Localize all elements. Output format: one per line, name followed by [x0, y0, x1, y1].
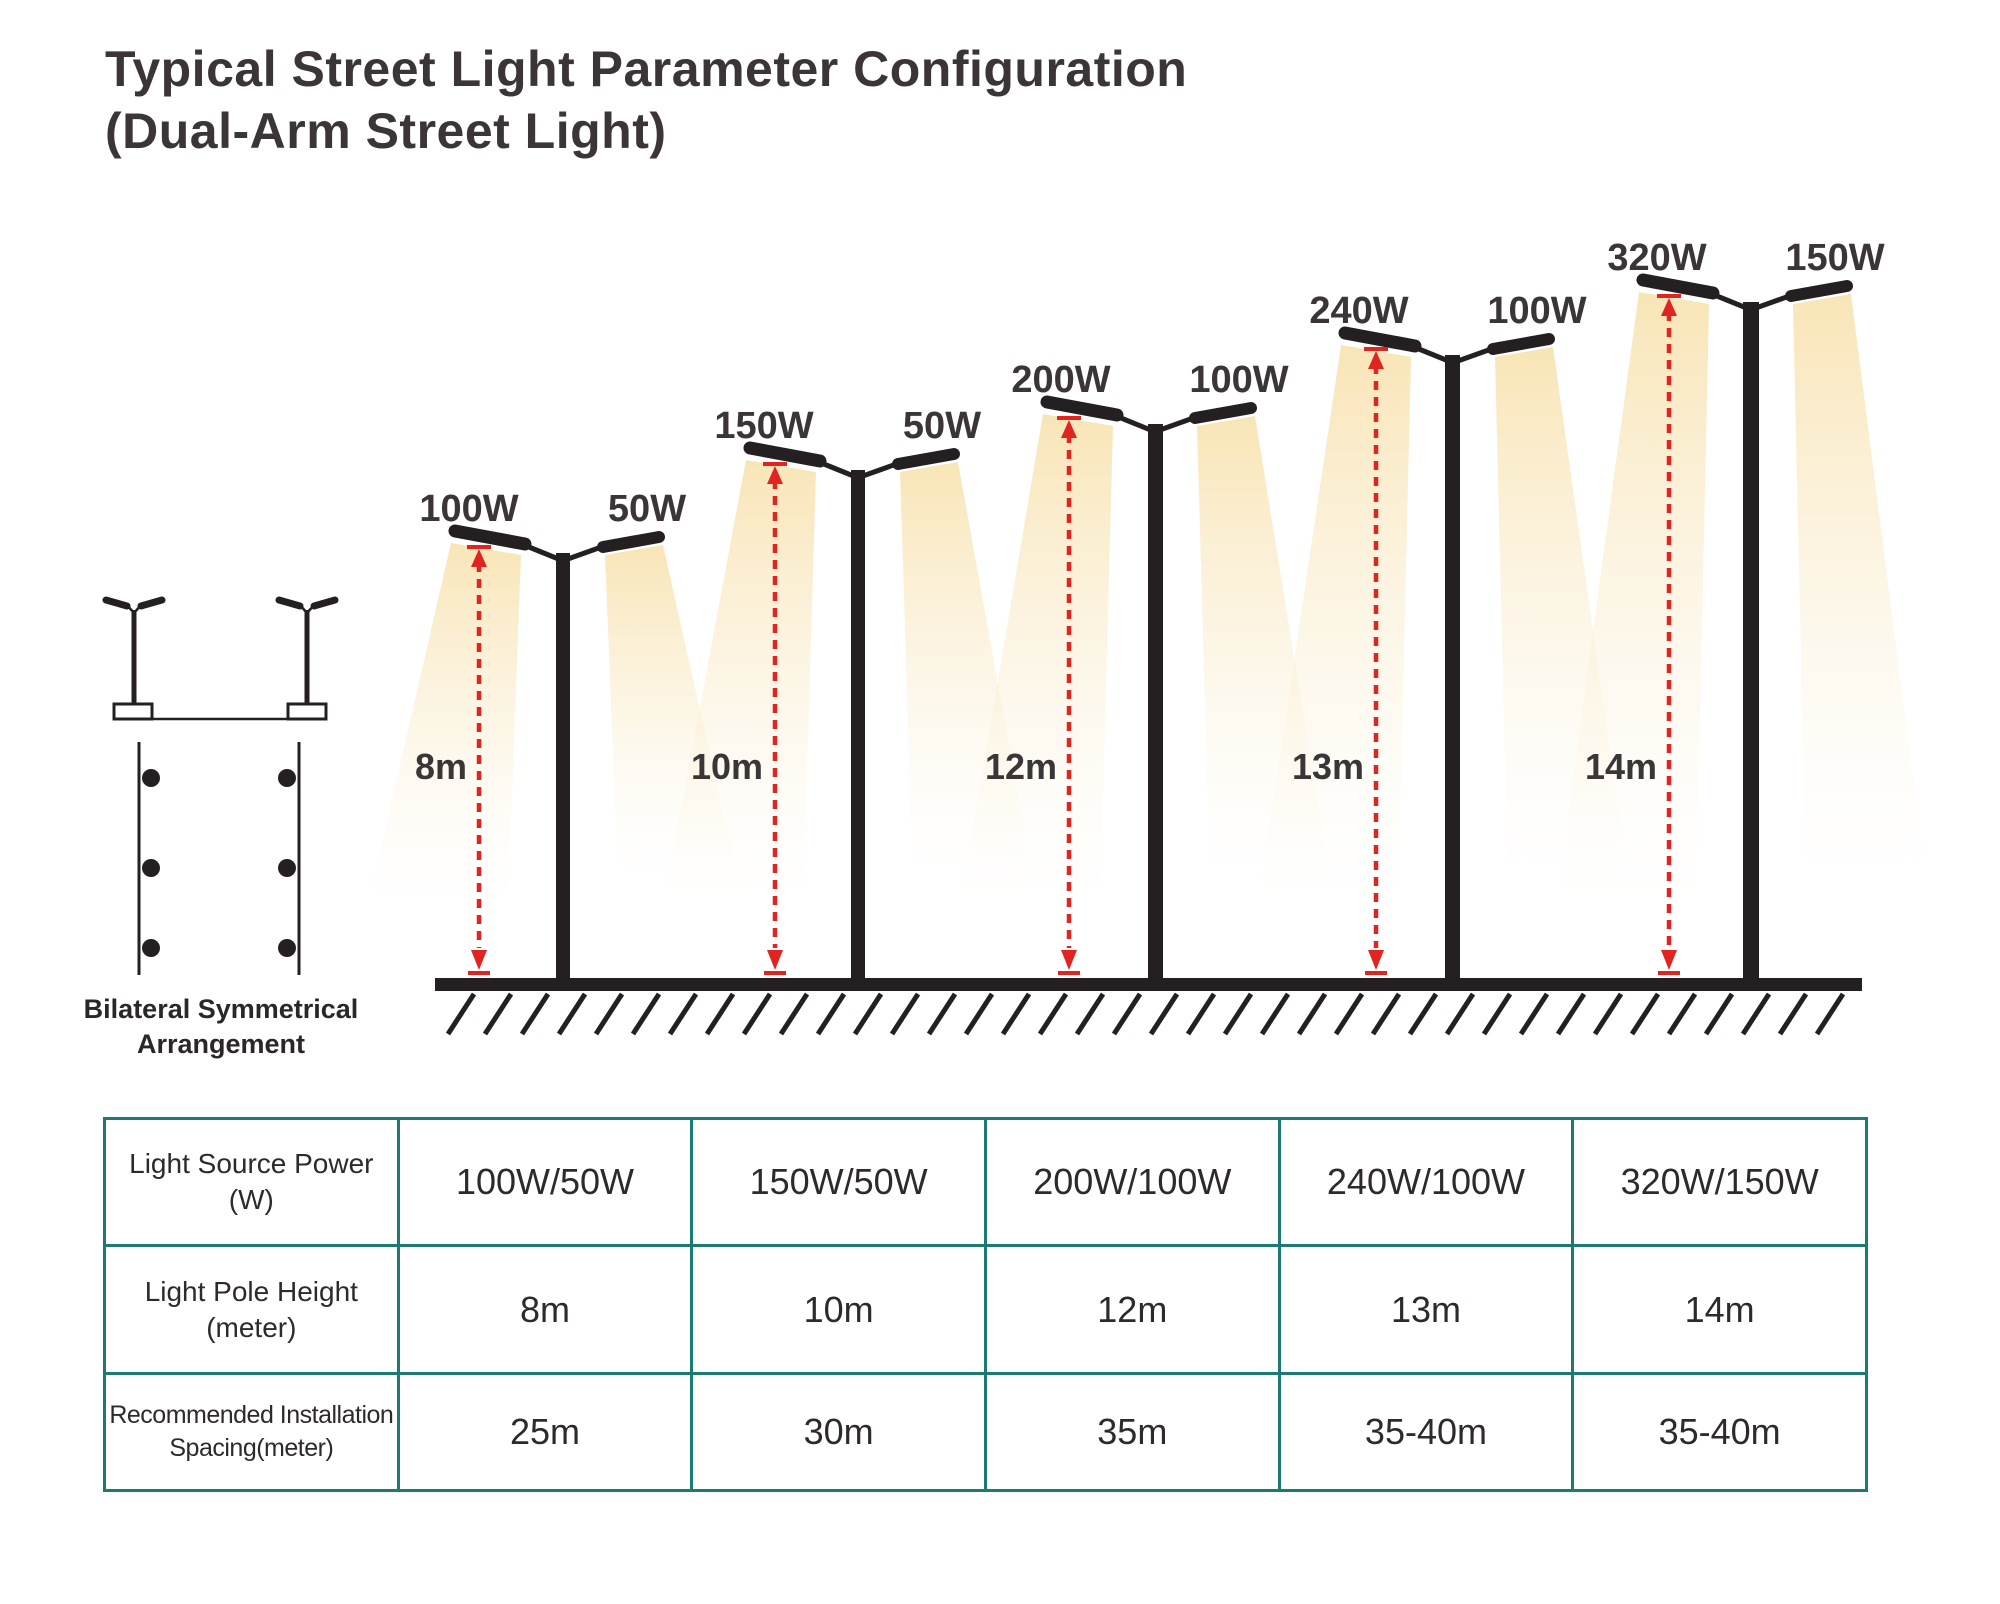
table-cell: 35-40m	[1279, 1373, 1573, 1490]
pole	[1743, 302, 1759, 988]
page-title-line2: (Dual-Arm Street Light)	[105, 103, 667, 159]
table-row-height	[105, 1246, 1867, 1373]
beam	[1793, 294, 1926, 880]
row-header-line2: (W)	[228, 1184, 274, 1216]
left-lamp-head	[1643, 280, 1713, 293]
mini-street-light-left	[106, 600, 162, 719]
power-label-right: 100W	[1487, 290, 1587, 332]
parameter-table	[103, 1117, 1868, 1492]
row-header-line2: (meter)	[206, 1311, 297, 1343]
pole-height-label: 14m	[1584, 746, 1657, 787]
table-cell: 30m	[692, 1373, 986, 1490]
table-cell: 14m	[1573, 1246, 1867, 1373]
pole	[1148, 424, 1163, 988]
table-cell: 8m	[398, 1246, 692, 1373]
pole-height-label: 13m	[1291, 746, 1364, 787]
power-label-left: 320W	[1607, 237, 1707, 279]
plan-view	[139, 742, 299, 975]
pole	[851, 470, 865, 988]
table-cell: 240W/100W	[1279, 1119, 1573, 1246]
table-cell: 25m	[398, 1373, 692, 1490]
left-lamp-head	[1047, 402, 1117, 415]
table-cell: 35-40m	[1573, 1373, 1867, 1490]
right-lamp-head	[603, 537, 659, 547]
row-header-spacing	[105, 1373, 399, 1490]
arrangement-caption-line2: Arrangement	[136, 1029, 306, 1059]
table-row-spacing	[105, 1373, 1867, 1490]
left-lamp-head	[750, 448, 820, 461]
power-label-right: 150W	[1785, 237, 1885, 279]
right-lamp-head	[898, 454, 954, 464]
power-label-left: 200W	[1011, 359, 1111, 401]
table-row-power	[105, 1119, 1867, 1246]
table-cell: 100W/50W	[398, 1119, 692, 1246]
row-header-power	[105, 1119, 399, 1246]
power-label-left: 150W	[714, 405, 814, 447]
left-lamp-head	[1345, 333, 1415, 346]
light-beams	[368, 292, 1926, 905]
beam	[368, 543, 521, 905]
row-header-line1: Light Source Power	[129, 1148, 374, 1180]
arrangement-caption-line1: Bilateral Symmetrical	[83, 994, 359, 1024]
power-label-right: 50W	[902, 405, 982, 447]
row-header-line1: Recommended Installation	[109, 1400, 394, 1429]
row-header-height	[105, 1246, 399, 1373]
pole-height-label: 12m	[984, 746, 1057, 787]
table-cell: 150W/50W	[692, 1119, 986, 1246]
right-lamp-head	[1195, 408, 1251, 418]
right-lamp-head	[1493, 339, 1549, 349]
row-header-line1: Light Pole Height	[144, 1275, 358, 1307]
table-cell: 35m	[985, 1373, 1279, 1490]
right-lamp-head	[1791, 286, 1847, 296]
pole	[1445, 355, 1460, 988]
table-cell: 12m	[985, 1246, 1279, 1373]
ground-hatching	[448, 994, 1843, 1034]
power-label-right: 50W	[607, 488, 687, 530]
power-label-right: 100W	[1189, 359, 1289, 401]
pole-height-label: 10m	[690, 746, 763, 787]
table-cell: 10m	[692, 1246, 986, 1373]
power-label-left: 100W	[419, 488, 519, 530]
table-cell: 13m	[1279, 1246, 1573, 1373]
row-header-line2: Spacing(meter)	[169, 1433, 334, 1462]
bilateral-arrangement-diagram	[84, 600, 359, 1059]
mini-street-light-right	[279, 600, 335, 719]
table-cell: 200W/100W	[985, 1119, 1279, 1246]
pole	[556, 553, 570, 988]
left-lamp-head	[455, 531, 525, 544]
power-label-left: 240W	[1309, 290, 1409, 332]
table-cell: 320W/150W	[1573, 1119, 1867, 1246]
page-title-line1: Typical Street Light Parameter Configuration	[105, 41, 1188, 97]
pole-height-label: 8m	[414, 746, 467, 787]
